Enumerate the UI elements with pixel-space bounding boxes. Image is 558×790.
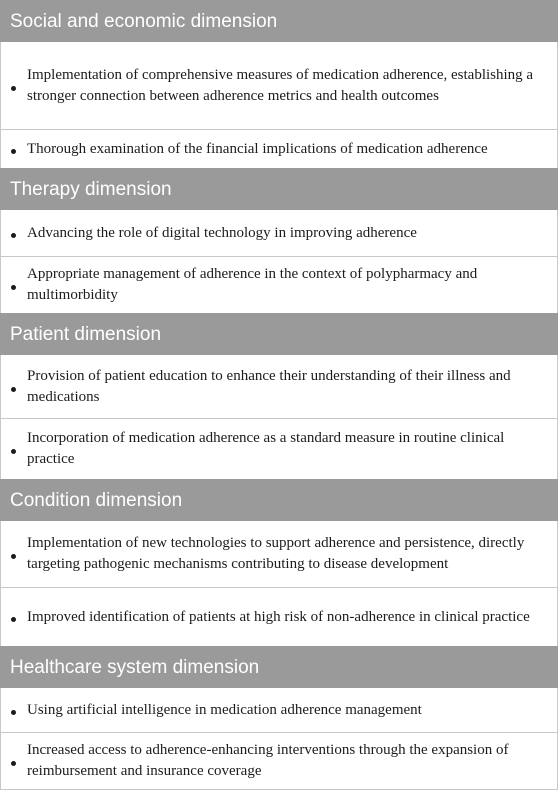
list-item-text: Using artificial intelligence in medication adherence management	[27, 701, 422, 718]
section-header-therapy	[0, 168, 558, 210]
list-item-text: Appropriate management of adherence in the context of polypharmacy and multimorbidity	[27, 266, 478, 303]
section-title: Therapy dimension	[10, 178, 172, 200]
bullet-icon	[11, 387, 16, 392]
list-item	[0, 42, 558, 129]
bullet-icon	[11, 86, 16, 91]
list-item-text: Incorporation of medication adherence as a standard measure in routine clinical practice	[27, 430, 505, 467]
list-item-text: Implementation of new technologies to support adherence and persistence, directly targeting pathogenic mechanisms contributing to disease development	[27, 535, 525, 572]
list-item-text: Thorough examination of the financial implications of medication adherence	[27, 140, 488, 157]
list-item	[0, 210, 558, 256]
bullet-icon	[11, 554, 16, 559]
bullet-icon	[11, 449, 16, 454]
section-title: Condition dimension	[10, 489, 183, 511]
bullet-icon	[11, 710, 16, 715]
list-item-text: Provision of patient education to enhance their understanding of their illness and medications	[27, 367, 511, 405]
list-item-text: Implementation of comprehensive measures of medication adherence, establishing a stronger connection between adherence metrics and health outcomes	[27, 66, 534, 104]
section-header-patient	[0, 313, 558, 355]
bullet-icon	[11, 617, 16, 622]
section-title: Healthcare system dimension	[10, 656, 260, 678]
section-header-healthcare-system	[0, 646, 558, 688]
section-header-social-economic	[0, 0, 558, 42]
bullet-icon	[11, 285, 16, 290]
list-item	[0, 419, 558, 479]
bullet-icon	[11, 149, 16, 154]
section-title: Patient dimension	[10, 323, 162, 345]
list-item	[0, 688, 558, 732]
bullet-icon	[11, 233, 16, 238]
list-item	[0, 588, 558, 646]
list-item	[0, 355, 558, 418]
list-item	[0, 521, 558, 587]
list-item-text: Improved identification of patients at high risk of non-adherence in clinical practice	[27, 608, 530, 625]
bullet-icon	[11, 761, 16, 766]
list-item	[0, 733, 558, 789]
list-item	[0, 257, 558, 313]
section-header-condition	[0, 479, 558, 521]
list-item	[0, 130, 558, 168]
list-item-text: Advancing the role of digital technology in improving adherence	[27, 224, 417, 241]
list-item-text: Increased access to adherence-enhancing interventions through the expansion of reimbursement and insurance coverage	[27, 742, 509, 779]
section-title: Social and economic dimension	[10, 10, 278, 32]
